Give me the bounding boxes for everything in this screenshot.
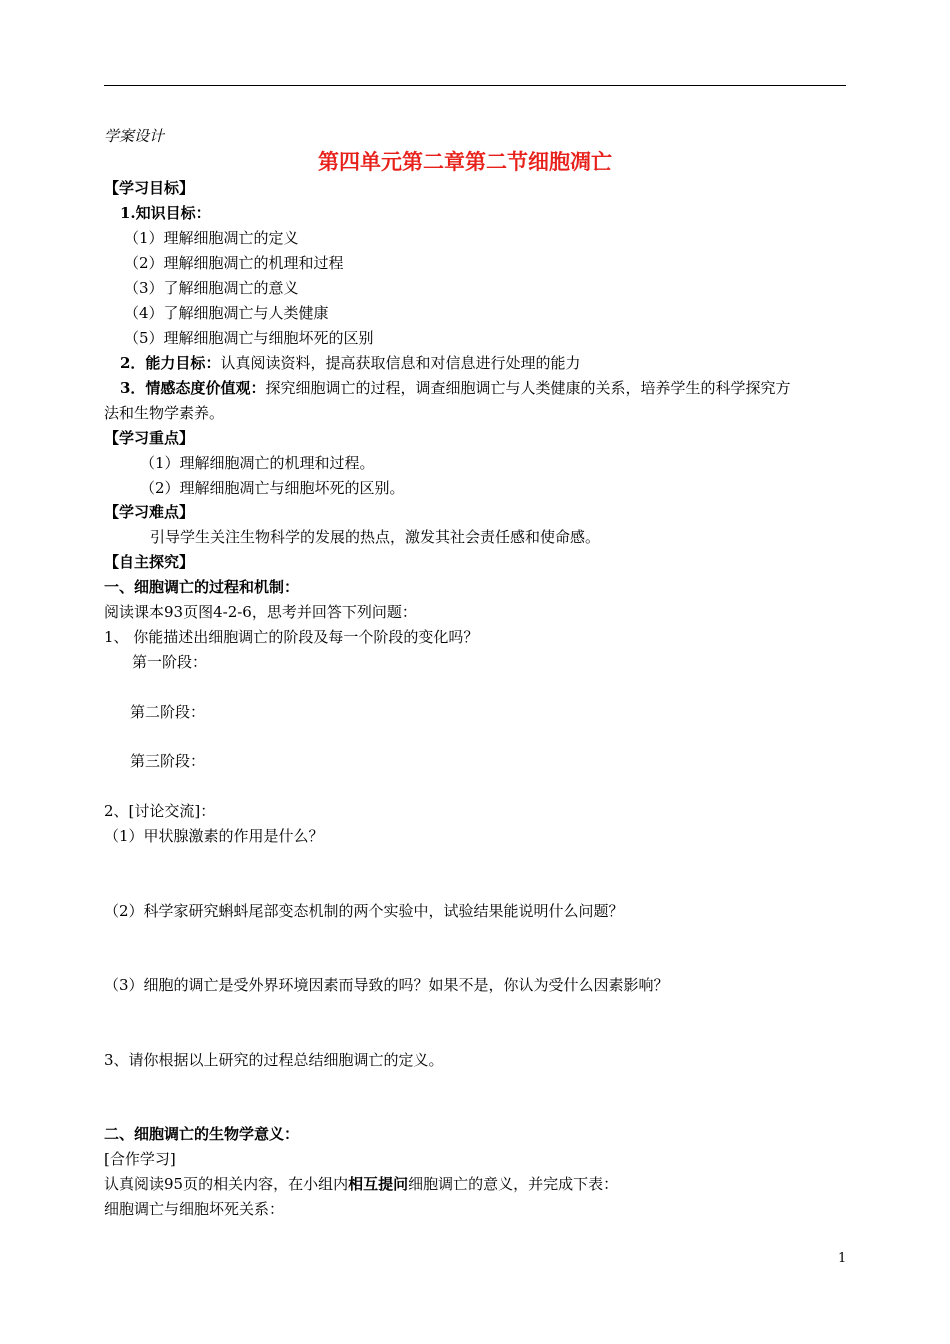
knowledge-item: （3）了解细胞凋亡的意义	[124, 279, 299, 297]
knowledge-item: （1）理解细胞凋亡的定义	[124, 229, 299, 247]
focus-item: （2）理解细胞凋亡与细胞坏死的区别。	[140, 479, 405, 497]
coop-label: [合作学习]	[104, 1150, 176, 1168]
knowledge-item: （5）理解细胞凋亡与细胞坏死的区别	[124, 329, 374, 347]
knowledge-item: （4）了解细胞凋亡与人类健康	[124, 304, 329, 322]
section2-text-bold: 相互提问	[348, 1175, 409, 1193]
sub-question: （1）甲状腺激素的作用是什么？	[104, 827, 324, 845]
emotion-label: 3．情感态度价值观：	[120, 379, 266, 397]
emotion-text-cont: 法和生物学素养。	[104, 404, 225, 422]
section2-text-post: 细胞调亡的意义，并完成下表：	[408, 1175, 619, 1193]
relation-label: 细胞调亡与细胞坏死关系：	[104, 1200, 285, 1218]
emotion-text: 探究细胞调亡的过程，调查细胞调亡与人类健康的关系，培养学生的科学探究方	[265, 379, 791, 397]
ability-goal	[120, 353, 580, 373]
emotion-goal	[120, 378, 790, 398]
ability-label: 2．能力目标：	[120, 354, 221, 372]
focus-heading: 【学习重点】	[104, 429, 195, 447]
question-2: 2、[讨论交流]：	[104, 802, 216, 820]
stage-label: 第三阶段：	[130, 752, 206, 770]
header-label: 学案设计	[104, 127, 165, 145]
section1-title: 一、细胞调亡的过程和机制：	[104, 578, 300, 596]
stage-label: 第一阶段：	[132, 653, 208, 671]
question-3: 3、请你根据以上研究的过程总结细胞调亡的定义。	[104, 1051, 444, 1069]
sub-question: （3）细胞的调亡是受外界环境因素而导致的吗？如果不是，你认为受什么因素影响？	[104, 976, 669, 994]
question-1: 1、 你能描述出细胞调亡的阶段及每一个阶段的变化吗？	[104, 628, 479, 646]
goals-heading: 【学习目标】	[104, 179, 195, 197]
section2-text-pre: 认真阅读95页的相关内容，在小组内	[104, 1175, 349, 1193]
sub-question: （2）科学家研究蝌蚪尾部变态机制的两个实验中，试验结果能说明什么问题？	[104, 902, 624, 920]
difficulty-text: 引导学生关注生物科学的发展的热点，激发其社会责任感和使命感。	[150, 528, 601, 546]
header-rule	[104, 85, 846, 86]
difficulty-heading: 【学习难点】	[104, 503, 195, 521]
ability-text: 认真阅读资料，提高获取信息和对信息进行处理的能力	[220, 354, 581, 372]
knowledge-item: （2）理解细胞凋亡的机理和过程	[124, 254, 344, 272]
focus-item: （1）理解细胞凋亡的机理和过程。	[140, 454, 375, 472]
page-number: 1	[838, 1251, 847, 1266]
knowledge-label: 1.知识目标：	[120, 204, 211, 222]
section2-title: 二、细胞调亡的生物学意义：	[104, 1125, 300, 1143]
explore-heading: 【自主探究】	[104, 553, 195, 571]
section2-text	[104, 1174, 618, 1194]
stage-label: 第二阶段：	[130, 703, 206, 721]
section1-intro: 阅读课本93页图4-2-6，思考并回答下列问题：	[104, 603, 417, 621]
page-title: 第四单元第二章第二节细胞凋亡	[318, 149, 612, 174]
